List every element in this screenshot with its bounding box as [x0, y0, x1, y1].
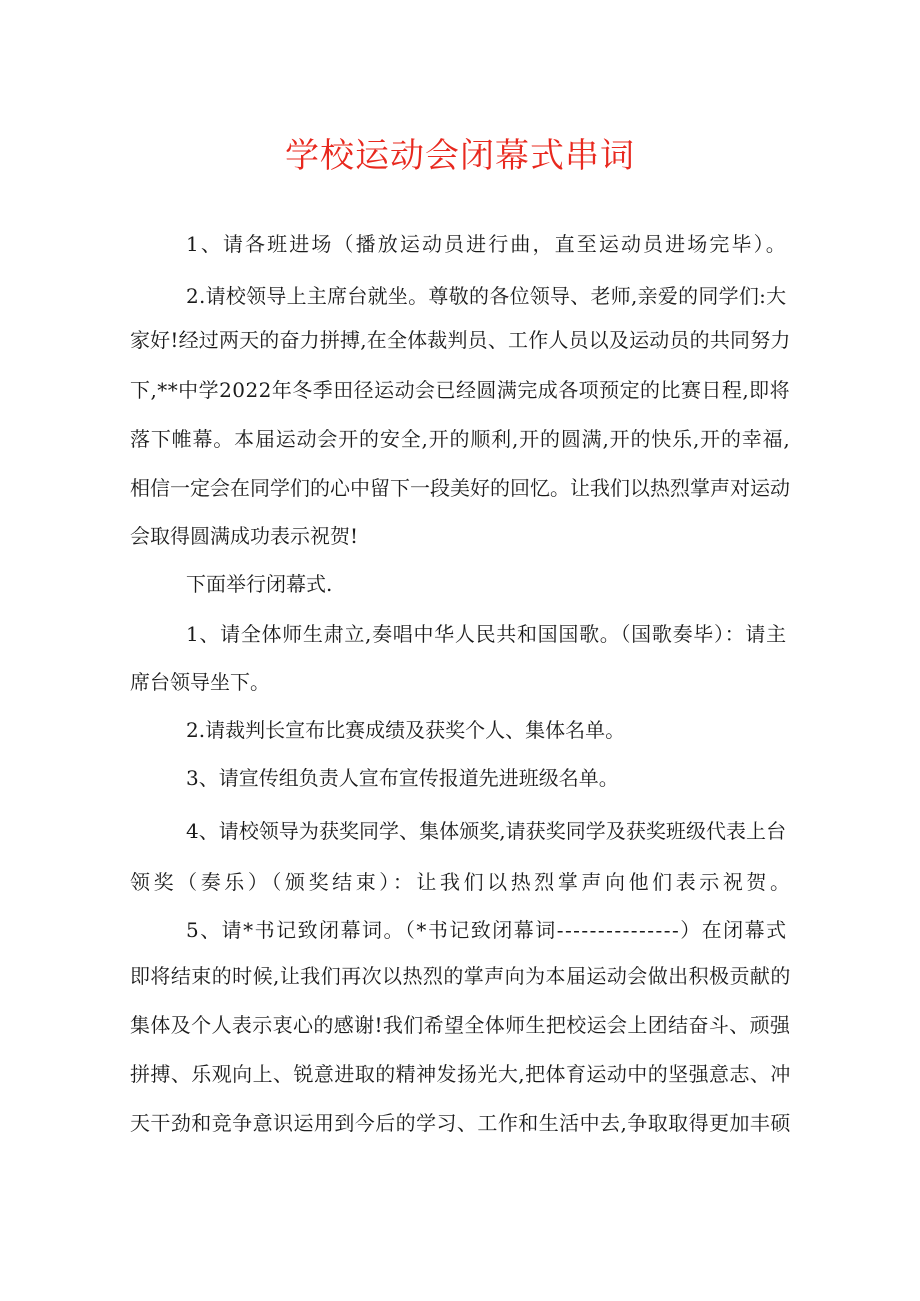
paragraph-line: 领奖（奏乐）（颁奖结束）：让我们以热烈掌声向他们表示祝贺。 — [130, 870, 794, 894]
paragraph-line: 2.请校领导上主席台就坐。尊敬的各位领导、老师,亲爱的同学们:大 — [186, 284, 787, 308]
paragraph-line: 会取得圆满成功表示祝贺! — [130, 524, 359, 548]
paragraph-line: 1、请全体师生肃立,奏唱中华人民共和国国歌。（国歌奏毕）：请主 — [186, 622, 787, 646]
document-title: 学校运动会闭幕式串词 — [285, 136, 635, 176]
paragraph-line: 2.请裁判长宣布比赛成绩及获奖个人、集体名单。 — [186, 718, 626, 742]
paragraph-line: 5、请*书记致闭幕词。（*书记致闭幕词---------------）在闭幕式 — [186, 918, 788, 942]
paragraph-line: 4、请校领导为获奖同学、集体颁奖,请获奖同学及获奖班级代表上台 — [186, 819, 787, 843]
paragraph-line: 落下帷幕。本届运动会开的安全,开的顺利,开的圆满,开的快乐,开的幸福, — [130, 427, 791, 451]
paragraph-line: 3、请宣传组负责人宣布宣传报道先进班级名单。 — [186, 766, 619, 790]
paragraph-line: 家好!经过两天的奋力拼搏,在全体裁判员、工作人员以及运动员的共同努力 — [130, 328, 791, 352]
paragraph-line: 天干劲和竞争意识运用到今后的学习、工作和生活中去,争取取得更加丰硕 — [130, 1111, 791, 1135]
paragraph-line: 相信一定会在同学们的心中留下一段美好的回忆。让我们以热烈掌声对运动 — [130, 476, 790, 500]
paragraph-line: 集体及个人表示衷心的感谢!我们希望全体师生把校运会上团结奋斗、顽强 — [130, 1013, 791, 1037]
paragraph-line: 下面举行闭幕式. — [186, 572, 333, 596]
paragraph-line: 即将结束的时候,让我们再次以热烈的掌声向为本届运动会做出积极贡献的 — [130, 964, 791, 988]
paragraph-line: 拼搏、乐观向上、锐意进取的精神发扬光大,把体育运动中的坚强意志、冲 — [130, 1062, 791, 1086]
paragraph-line: 席台领导坐下。 — [130, 670, 270, 694]
paragraph-line: 1、请各班进场（播放运动员进行曲，直至运动员进场完毕）。 — [186, 232, 788, 256]
paragraph-line: 下,**中学2022年冬季田径运动会已经圆满完成各项预定的比赛日程,即将 — [130, 378, 791, 402]
